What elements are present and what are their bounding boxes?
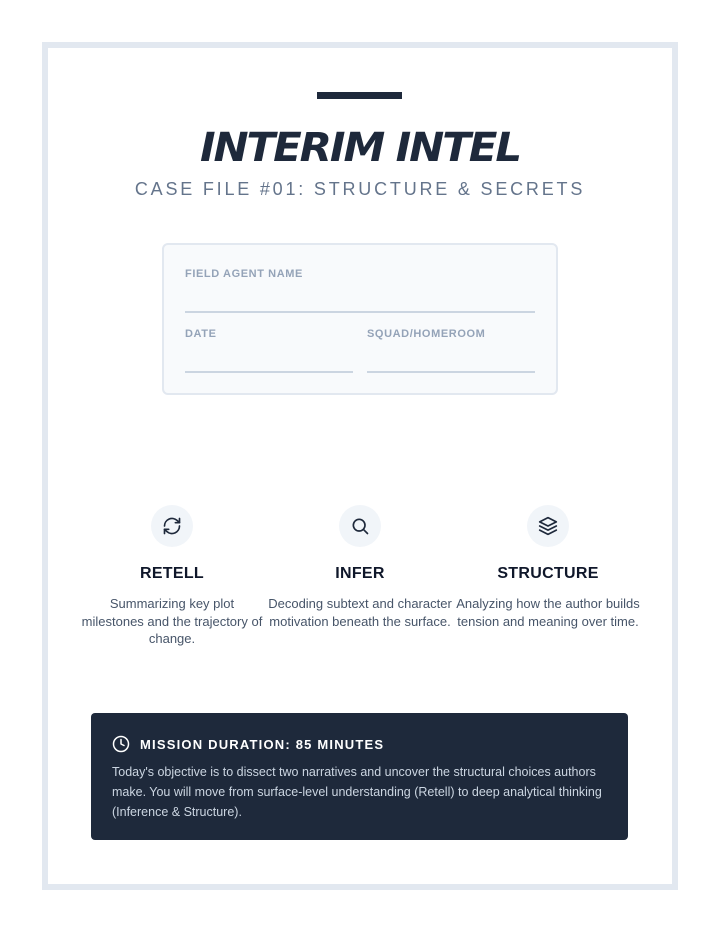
- date-field[interactable]: [185, 371, 353, 373]
- clock-icon: [112, 735, 130, 753]
- mission-text: Today's objective is to dissect two narratives and uncover the structural choices authors make. You will move from surface-level understanding (Retell) to deep analytical thinking (Inference & Structure).: [112, 765, 602, 819]
- skill-structure: [454, 505, 642, 630]
- skill-description: Decoding subtext and character motivation beneath the surface.: [268, 596, 452, 629]
- skill-infer: [266, 505, 454, 630]
- skill-retell: [78, 505, 266, 648]
- agent-name-field[interactable]: [185, 311, 535, 313]
- mission-title: MISSION DURATION: 85 MINUTES: [140, 736, 385, 752]
- skill-description: Summarizing key plot milestones and the trajectory of change.: [81, 596, 263, 646]
- skill-description: Analyzing how the author builds tension and meaning over time.: [456, 596, 640, 629]
- header-accent-bar: [317, 92, 402, 99]
- skill-title: INFER: [335, 565, 385, 582]
- layers-icon: [527, 505, 569, 547]
- page-subtitle: CASE FILE #01: STRUCTURE & SECRETS: [134, 179, 586, 199]
- agent-info-card: [162, 243, 558, 395]
- page-title: INTERIM INTEL: [199, 125, 521, 171]
- mission-briefing: [91, 713, 628, 840]
- skill-title: STRUCTURE: [497, 565, 599, 582]
- refresh-icon: [151, 505, 193, 547]
- squad-label: SQUAD/HOMEROOM: [367, 328, 486, 340]
- agent-name-label: FIELD AGENT NAME: [185, 268, 303, 280]
- date-label: DATE: [185, 328, 217, 340]
- skill-title: RETELL: [139, 565, 205, 582]
- search-icon: [339, 505, 381, 547]
- squad-field[interactable]: [367, 371, 535, 373]
